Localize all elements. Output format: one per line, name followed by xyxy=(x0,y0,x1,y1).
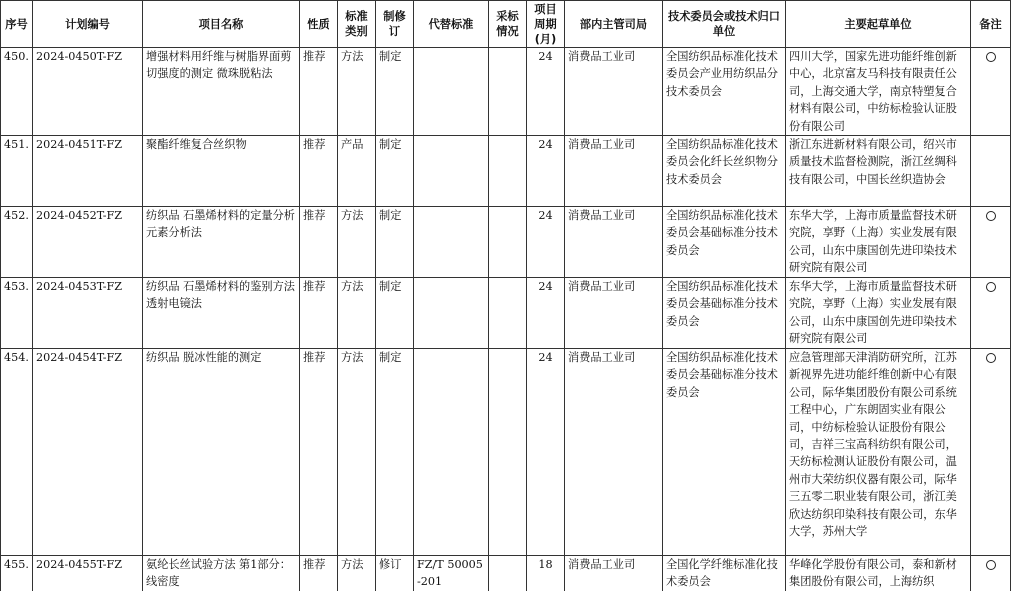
cell-remark xyxy=(971,278,1011,349)
table-row xyxy=(1,278,1011,349)
cell-std-type: 方法 xyxy=(338,207,376,278)
cell-drafters: 浙江东进新材料有限公司，绍兴市质量技术监督检测院，浙江丝绸科技有限公司，中国长丝织造协会 xyxy=(786,136,971,207)
cell-replace xyxy=(414,48,489,136)
cell-replace xyxy=(414,349,489,556)
cell-drafters: 四川大学，国家先进功能纤维创新中心，北京富友马科技有限责任公司，上海交通大学，南京特塑复合材料有限公司，中纺标检验认证股份有限公司 xyxy=(786,48,971,136)
cell-std-type: 方法 xyxy=(338,349,376,556)
cell-nature: 推荐 xyxy=(300,207,338,278)
cell-cycle: 24 xyxy=(527,207,565,278)
cell-revise: 修订 xyxy=(376,556,414,591)
remark-circle-icon xyxy=(986,52,996,62)
header-no: 序号 xyxy=(1,1,33,48)
cell-revise: 制定 xyxy=(376,207,414,278)
cell-std-type: 方法 xyxy=(338,48,376,136)
header-name: 项目名称 xyxy=(143,1,300,48)
cell-committee: 全国纺织品标准化技术委员会产业用纺织品分技术委员会 xyxy=(663,48,786,136)
cell-name: 氨纶长丝试验方法 第1部分：线密度 xyxy=(143,556,300,591)
cell-cycle: 24 xyxy=(527,136,565,207)
header-remark: 备注 xyxy=(971,1,1011,48)
table-body xyxy=(1,48,1011,591)
cell-nature: 推荐 xyxy=(300,278,338,349)
table-header xyxy=(1,1,1011,48)
cell-no: 453. xyxy=(1,278,33,349)
cell-remark xyxy=(971,349,1011,556)
cell-replace xyxy=(414,136,489,207)
header-row xyxy=(1,1,1011,48)
table-row xyxy=(1,207,1011,278)
header-plan-no: 计划编号 xyxy=(33,1,143,48)
cell-committee: 全国化学纤维标准化技术委员会 xyxy=(663,556,786,591)
cell-drafters: 东华大学，上海市质量监督技术研究院，享野（上海）实业发展有限公司，山东中康国创先进印染技术研究院有限公司 xyxy=(786,207,971,278)
cell-cycle: 24 xyxy=(527,349,565,556)
cell-revise: 制定 xyxy=(376,349,414,556)
cell-nature: 推荐 xyxy=(300,136,338,207)
cell-revise: 制定 xyxy=(376,48,414,136)
header-dept: 部内主管司局 xyxy=(565,1,663,48)
header-adopt: 采标情况 xyxy=(489,1,527,48)
cell-cycle: 24 xyxy=(527,48,565,136)
cell-replace: FZ/T 50005-201 xyxy=(414,556,489,591)
cell-no: 455. xyxy=(1,556,33,591)
cell-cycle: 18 xyxy=(527,556,565,591)
cell-no: 452. xyxy=(1,207,33,278)
cell-remark xyxy=(971,556,1011,591)
table-row xyxy=(1,349,1011,556)
cell-plan-no: 2024-0454T-FZ xyxy=(33,349,143,556)
cell-drafters: 应急管理部天津消防研究所，江苏新视界先进功能纤维创新中心有限公司，际华集团股份有限公司系统工程中心，广东朗固实业有限公司，中纺标检验认证股份有限公司，吉祥三宝高科纺织有限公司，天纺标检测认证股份有限公司，温州市大荣纺织仪器有限公司，际华三五零二职业装有限公司，浙江美欣达纺织印染科技有限公司，东华大学，苏州大学 xyxy=(786,349,971,556)
cell-dept: 消费品工业司 xyxy=(565,136,663,207)
cell-dept: 消费品工业司 xyxy=(565,207,663,278)
cell-committee: 全国纺织品标准化技术委员会基础标准分技术委员会 xyxy=(663,349,786,556)
header-replace: 代替标准 xyxy=(414,1,489,48)
cell-plan-no: 2024-0451T-FZ xyxy=(33,136,143,207)
cell-name: 增强材料用纤维与树脂界面剪切强度的测定 微珠脱粘法 xyxy=(143,48,300,136)
remark-circle-icon xyxy=(986,560,996,570)
cell-no: 450. xyxy=(1,48,33,136)
cell-no: 451. xyxy=(1,136,33,207)
cell-dept: 消费品工业司 xyxy=(565,278,663,349)
cell-replace xyxy=(414,207,489,278)
cell-nature: 推荐 xyxy=(300,48,338,136)
cell-remark xyxy=(971,48,1011,136)
cell-std-type: 方法 xyxy=(338,556,376,591)
cell-no: 454. xyxy=(1,349,33,556)
cell-adopt xyxy=(489,556,527,591)
header-committee: 技术委员会或技术归口单位 xyxy=(663,1,786,48)
cell-nature: 推荐 xyxy=(300,349,338,556)
remark-circle-icon xyxy=(986,353,996,363)
table-row xyxy=(1,556,1011,591)
cell-nature: 推荐 xyxy=(300,556,338,591)
cell-name: 聚酯纤维复合丝织物 xyxy=(143,136,300,207)
header-nature: 性质 xyxy=(300,1,338,48)
cell-remark xyxy=(971,207,1011,278)
cell-adopt xyxy=(489,207,527,278)
cell-cycle: 24 xyxy=(527,278,565,349)
cell-adopt xyxy=(489,278,527,349)
cell-committee: 全国纺织品标准化技术委员会基础标准分技术委员会 xyxy=(663,207,786,278)
cell-dept: 消费品工业司 xyxy=(565,48,663,136)
cell-adopt xyxy=(489,349,527,556)
cell-replace xyxy=(414,278,489,349)
cell-committee: 全国纺织品标准化技术委员会化纤长丝织物分技术委员会 xyxy=(663,136,786,207)
header-drafters: 主要起草单位 xyxy=(786,1,971,48)
table-row xyxy=(1,48,1011,136)
cell-remark xyxy=(971,136,1011,207)
cell-name: 纺织品 石墨烯材料的定量分析 元素分析法 xyxy=(143,207,300,278)
cell-plan-no: 2024-0453T-FZ xyxy=(33,278,143,349)
cell-plan-no: 2024-0450T-FZ xyxy=(33,48,143,136)
cell-revise: 制定 xyxy=(376,278,414,349)
cell-committee: 全国纺织品标准化技术委员会基础标准分技术委员会 xyxy=(663,278,786,349)
cell-dept: 消费品工业司 xyxy=(565,349,663,556)
cell-revise: 制定 xyxy=(376,136,414,207)
cell-name: 纺织品 脱冰性能的测定 xyxy=(143,349,300,556)
cell-std-type: 产品 xyxy=(338,136,376,207)
cell-dept: 消费品工业司 xyxy=(565,556,663,591)
remark-circle-icon xyxy=(986,282,996,292)
header-std-type: 标准类别 xyxy=(338,1,376,48)
table-row xyxy=(1,136,1011,207)
cell-drafters: 东华大学，上海市质量监督技术研究院，享野（上海）实业发展有限公司，山东中康国创先进印染技术研究院有限公司 xyxy=(786,278,971,349)
cell-name: 纺织品 石墨烯材料的鉴别方法 透射电镜法 xyxy=(143,278,300,349)
cell-plan-no: 2024-0455T-FZ xyxy=(33,556,143,591)
cell-adopt xyxy=(489,136,527,207)
cell-adopt xyxy=(489,48,527,136)
cell-plan-no: 2024-0452T-FZ xyxy=(33,207,143,278)
cell-std-type: 方法 xyxy=(338,278,376,349)
remark-circle-icon xyxy=(986,211,996,221)
header-revise: 制修订 xyxy=(376,1,414,48)
cell-drafters: 华峰化学股份有限公司，泰和新材集团股份有限公司，上海纺织 xyxy=(786,556,971,591)
header-cycle: 项目周期(月) xyxy=(527,1,565,48)
